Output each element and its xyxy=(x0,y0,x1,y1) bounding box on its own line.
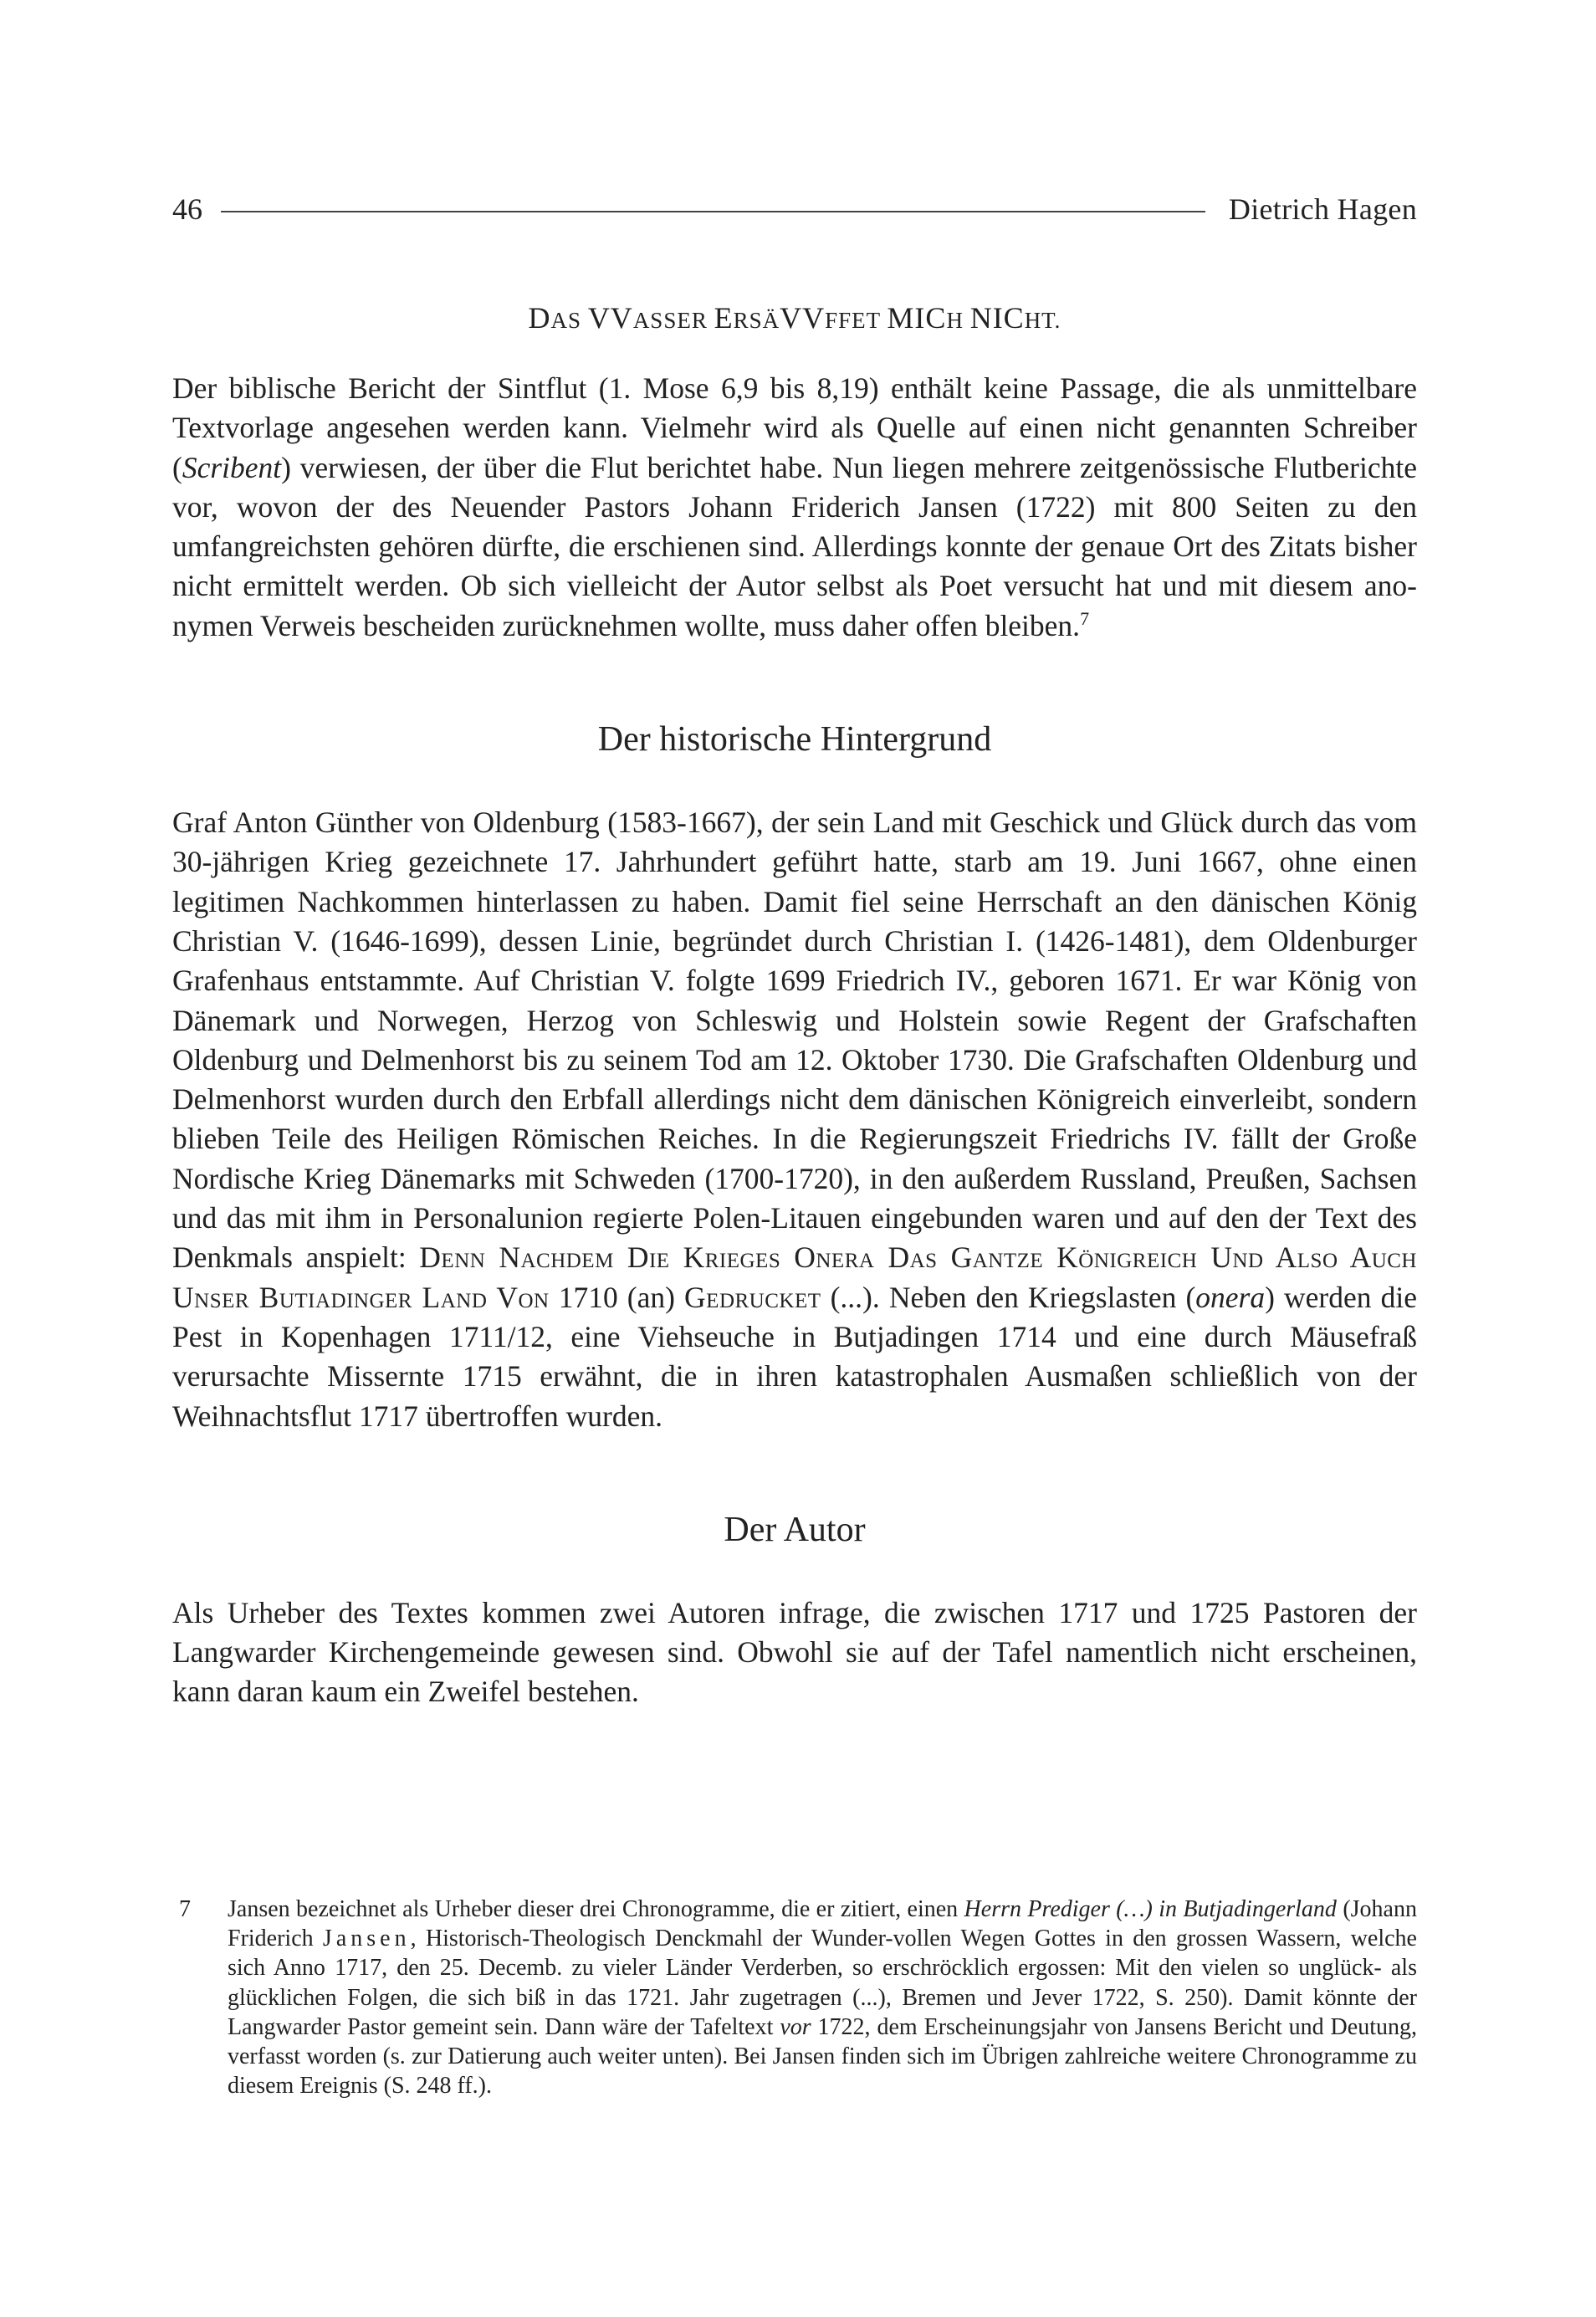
chrono-part: VV xyxy=(780,301,826,335)
author-paragraph: Als Urheber des Textes kommen zwei Autoren infrage, die zwischen 1717 und 1725 Pastoren der Langwarder Kirchengemeinde gewesen sind. Obwohl sie auf der Tafel namentlich nicht erscheinen, kann daran kaum ein Zweifel bestehen. xyxy=(172,1595,1417,1709)
header-rule xyxy=(221,211,1205,212)
chrono-part: HT. xyxy=(1024,308,1061,333)
italic-term: onera xyxy=(1195,1280,1266,1314)
chrono-part: RSÄ xyxy=(733,308,780,333)
page-number: 46 xyxy=(172,192,202,226)
intro-paragraph: Der biblische Bericht der Sintflut (1. Mose 6,9 bis 8,19) enthält keine Passage, die als unmittelbare Textvorlage angesehen werden kann. Vielmehr wird als Quelle auf einen nicht genannten Schreiber (Scribent) verwiesen, der über die Flut berichtet habe. Nun liegen mehrere zeitgenössische Flutberichte vor, wovon der des Neuender Pastors Johann Friderich Jansen (1722) mit 800 Seiten zu den umfangreichsten gehören dürfte, die erschienen sind. Allerdings konnte der genaue Ort des Zitats bisher nicht ermittelt werden. Ob sich vielleicht der Autor selbst als Poet versucht hat und mit diesem anonymen Verweis bescheiden zurücknehmen wollte, muss daher offen bleiben.$^7$ xyxy=(172,371,1417,642)
chrono-part: E xyxy=(714,301,734,335)
chrono-part: N xyxy=(969,301,993,335)
page-header xyxy=(172,186,1417,233)
chrono-part: D xyxy=(528,301,551,335)
chrono-part: IC xyxy=(992,301,1025,335)
footnote-text: Jansen bezeichnet als Urheber dieser drei Chronogramme, die er zitiert, einen Herrn Prediger (…) in Butjadingerland (Johann Friderich Jansen, Historisch-Theologisch Denckmahl der Wunder-vollen Wegen Gottes in den grossen Wassern, welche sich Anno 1717, den 25. Decemb. zu vieler Länder Verderben, so erschröcklich ergossen: Mit den vielen so unglück- als glücklichen Folgen, die sich biß in das 1721. Jahr zugetragen (...), Bremen und Jever 1722, S. 250). Damit könnte der Langwarder Pastor gemeint sein. Dann wäre der Tafeltext vor 1722, dem Erscheinungsjahr von Jansens Bericht und Deutung, verfasst worden (s. zur Datierung auch weiter unten). Bei Jansen finden sich im Übrigen zahlreiche weitere Chronogramme zu diesem Ereignis (S. 248 ff.). xyxy=(228,1896,1417,2100)
chrono-part: FFET xyxy=(825,308,888,333)
chronogram-heading xyxy=(172,301,1417,337)
italic-term: vor xyxy=(780,2013,811,2040)
spaced-name: Jansen xyxy=(322,1926,411,1952)
section-heading-author: Der Autor xyxy=(724,1510,866,1549)
footnote-reference: 7 xyxy=(1080,607,1090,629)
chrono-part: ASSER xyxy=(632,308,714,333)
section-heading-history: Der historische Hintergrund xyxy=(597,720,992,760)
chrono-part: H xyxy=(946,308,970,333)
running-head-author: Dietrich Hagen xyxy=(1228,192,1417,226)
inscription-quote: Denn Nachdem Die Krieges Onera Das Gantze Königreich Und Also Auch Unser Butiadinger Land Von xyxy=(172,1240,1417,1314)
chrono-part: MIC xyxy=(887,301,947,335)
inscription-quote: Gedrucket xyxy=(684,1280,821,1314)
italic-term: Scribent xyxy=(182,450,282,484)
chrono-part: AS xyxy=(550,308,588,333)
footnote xyxy=(172,1895,1417,2100)
chrono-part: VV xyxy=(587,301,633,335)
footnote-number: 7 xyxy=(179,1896,191,1922)
italic-term: Herrn Prediger (…) in Butjadingerland xyxy=(964,1896,1337,1922)
page-body xyxy=(172,301,1417,1712)
history-paragraph: Graf Anton Günther von Oldenburg (1583-1667), der sein Land mit Geschick und Glück durch das vom 30-jährigen Krieg gezeichnete 17. Jahrhundert geführt hatte, starb am 19. Juni 1667, ohne einen legitimen Nachkommen hinterlassen zu haben. Damit fiel seine Herrschaft an den dänischen König Christian V. (1646-1699), dessen Linie, begründet durch Christian I. (1426-1481), dem Oldenburger Grafenhaus entstammte. Auf Christian V. folgte 1699 Friedrich IV., geboren 1671. Er war König von Dänemark und Norwegen, Herzog von Schleswig und Holstein sowie Regent der Grafschaften Oldenburg und Delmenhorst bis zu seinem Tod am 12. Oktober 1730. Die Grafschaften Oldenburg und Delmenhorst wurden durch den Erbfall allerdings nicht dem dänischen Königreich einverleibt, sondern blieben Teile des Heiligen Römischen Reiches. In die Regierungszeit Friedrichs IV. fällt der Große Nordische Krieg Dänemarks mit Schweden (1700-1720), in den außerdem Russland, Preußen, Sachsen und das mit ihm in Personalunion regierte Polen-Litauen eingebunden waren und auf den der Text des Denkmals anspielt: Denn Nachdem Die Krieges Onera Das Gantze Königreich Und Also Auch Unser Butiadinger Land Von 1710 (an) Gedrucket (...). Neben den Kriegslasten (onera) werden die Pest in Kopenhagen 1711/12, eine Viehseuche in Butjadingen 1714 und eine durch Mäusefraß verursachte Missernte 1715 erwähnt, die in ihren katastrophalen Ausmaßen schließlich von der Weihnachtsflut 1717 übertroffen wurden. xyxy=(172,806,1417,1433)
